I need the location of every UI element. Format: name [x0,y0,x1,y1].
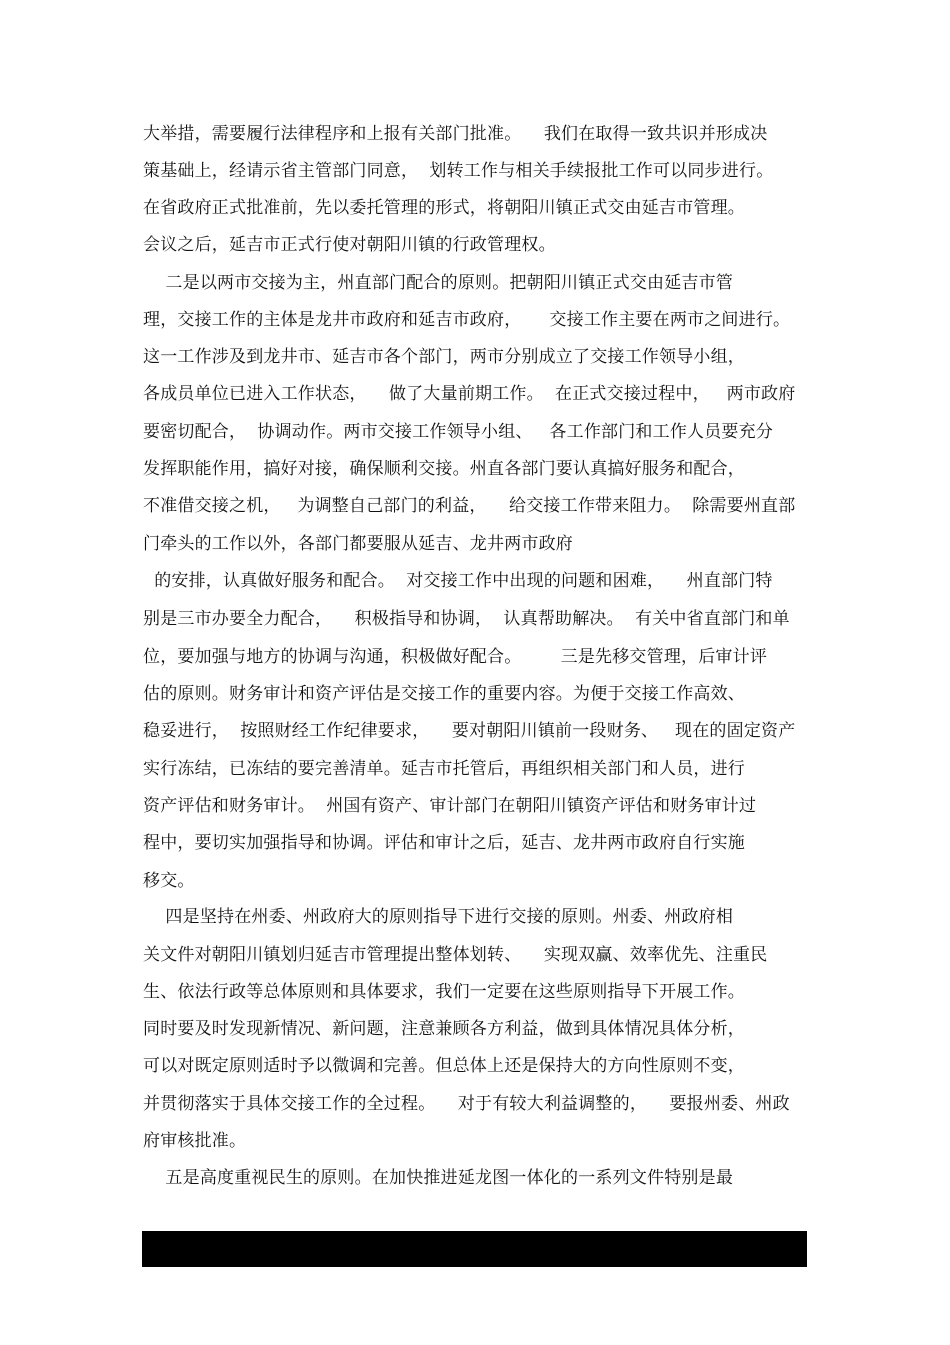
text-line: 别是三市办要全力配合， 积极指导和协调， 认真帮助解决。 有关中省直部门和单 [143,609,790,629]
text-line: 不准借交接之机， 为调整自己部门的利益， 给交接工作带来阻力。 除需要州直部 [143,496,796,516]
text-line: 同时要及时发现新情况、新问题，注意兼顾各方利益，做到具体情况具体分析， [143,1019,745,1039]
text-line: 关文件对朝阳川镇划归延吉市管理提出整体划转、 实现双赢、效率优先、注重民 [143,945,768,965]
text-line: 并贯彻落实于具体交接工作的全过程。 对于有较大利益调整的， 要报州委、州政 [143,1094,790,1114]
footer-black-bar [142,1231,807,1267]
text-line: 生、依法行政等总体原则和具体要求，我们一定要在这些原则指导下开展工作。 [143,982,745,1002]
text-line: 府审核批准。 [143,1131,247,1151]
text-line: 资产评估和财务审计。 州国有资产、审计部门在朝阳川镇资产评估和财务审计过 [143,796,757,816]
text-line: 四是坚持在州委、州政府大的原则指导下进行交接的原则。州委、州政府相 [143,907,734,927]
text-line: 会议之后，延吉市正式行使对朝阳川镇的行政管理权。 [143,235,556,255]
text-line: 二是以两市交接为主，州直部门配合的原则。把朝阳川镇正式交由延吉市管 [143,273,734,293]
text-line: 五是高度重视民生的原则。在加快推进延龙图一体化的一系列文件特别是最 [143,1168,734,1188]
text-line: 这一工作涉及到龙井市、延吉市各个部门，两市分别成立了交接工作领导小组， [143,347,745,367]
text-line: 位，要加强与地方的协调与沟通，积极做好配合。 三是先移交管理，后审计评 [143,647,768,667]
text-line: 程中，要切实加强指导和协调。评估和审计之后，延吉、龙井两市政府自行实施 [143,833,745,853]
text-line: 的安排，认真做好服务和配合。 对交接工作中出现的问题和困难， 州直部门特 [143,571,773,591]
text-line: 在省政府正式批准前，先以委托管理的形式，将朝阳川镇正式交由延吉市管理。 [143,198,745,218]
text-line: 要密切配合， 协调动作。两市交接工作领导小组、 各工作部门和工作人员要充分 [143,422,774,442]
text-line: 移交。 [143,871,195,891]
text-line: 实行冻结，已冻结的要完善清单。延吉市托管后，再组织相关部门和人员，进行 [143,759,745,779]
text-line: 发挥职能作用，搞好对接，确保顺利交接。州直各部门要认真搞好服务和配合， [143,459,745,479]
text-line: 策基础上，经请示省主管部门同意， 划转工作与相关手续报批工作可以同步进行。 [143,161,774,181]
text-line: 理，交接工作的主体是龙井市政府和延吉市政府， 交接工作主要在两市之间进行。 [143,310,791,330]
text-line: 门牵头的工作以外，各部门都要服从延吉、龙井两市政府 [143,534,573,554]
text-line: 稳妥进行， 按照财经工作纪律要求， 要对朝阳川镇前一段财务、 现在的固定资产 [143,721,796,741]
text-line: 大举措，需要履行法律程序和上报有关部门批准。 我们在取得一致共识并形成决 [143,124,768,144]
text-line: 估的原则。财务审计和资产评估是交接工作的重要内容。为便于交接工作高效、 [143,684,745,704]
text-line: 各成员单位已进入工作状态， 做了大量前期工作。 在正式交接过程中， 两市政府 [143,384,796,404]
text-line: 可以对既定原则适时予以微调和完善。但总体上还是保持大的方向性原则不变， [143,1056,745,1076]
